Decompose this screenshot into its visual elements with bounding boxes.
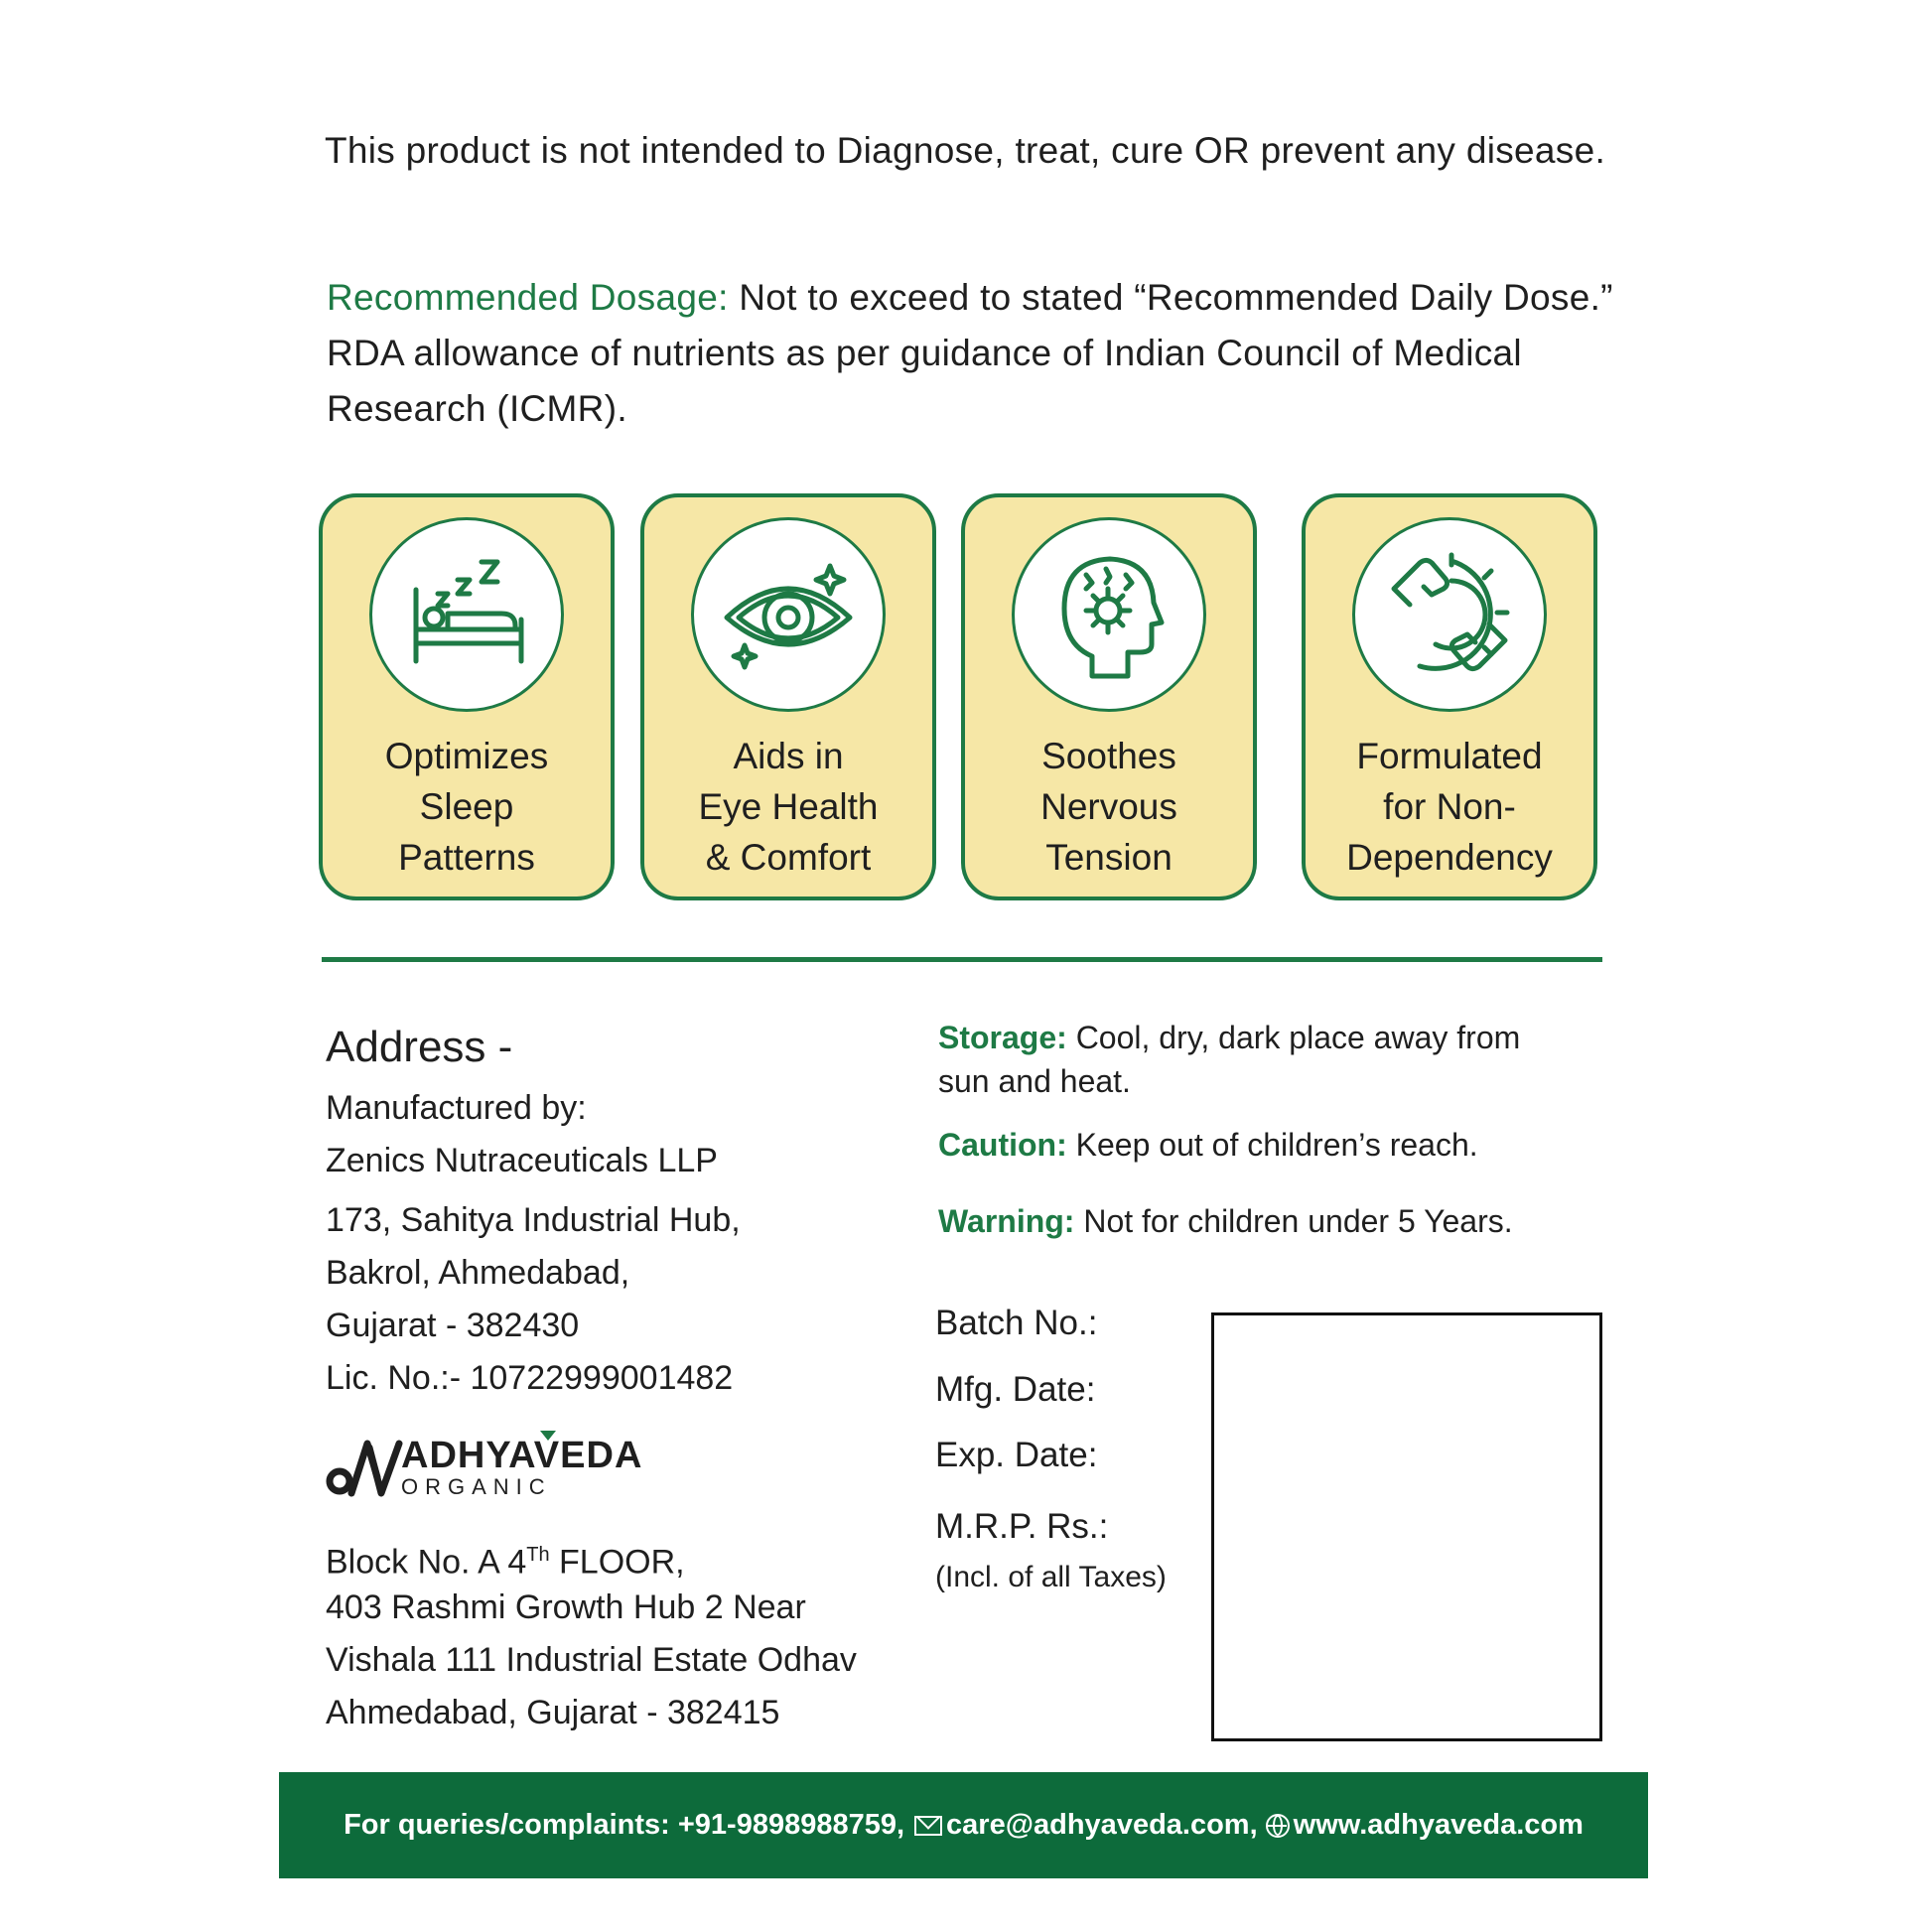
brand-address-line: Block No. A 4Th FLOOR, — [326, 1543, 685, 1582]
storage-text: Cool, dry, dark place away from sun and heat. — [938, 1020, 1521, 1099]
address-line: 173, Sahitya Industrial Hub, — [326, 1201, 741, 1239]
caution-info — [938, 1123, 1613, 1167]
benefit-label: Optimizes Sleep Patterns — [384, 736, 549, 878]
brand-name: ADHYAVEDA — [401, 1435, 643, 1476]
footer-bar — [279, 1772, 1648, 1878]
batch-stamp-box — [1211, 1312, 1602, 1741]
mfg-date-label: Mfg. Date: — [935, 1370, 1096, 1409]
license-number: Lic. No.:- 10722999001482 — [326, 1359, 734, 1397]
benefit-card-nervous — [961, 493, 1257, 900]
leaf-icon — [540, 1431, 556, 1441]
warning-info — [938, 1199, 1633, 1243]
adhyaveda-logo-icon — [324, 1438, 403, 1499]
warning-text: Not for children under 5 Years. — [1074, 1203, 1513, 1239]
benefit-card-sleep — [319, 493, 615, 900]
manufacturer-name: Zenics Nutraceuticals LLP — [326, 1142, 718, 1179]
benefit-card-eye — [640, 493, 936, 900]
footer-queries: For queries/complaints: +91-9898988759, — [344, 1809, 905, 1841]
dosage-label: Recommended Dosage: — [327, 277, 729, 318]
sleep-bed-icon — [369, 517, 564, 712]
exp-date-label: Exp. Date: — [935, 1436, 1098, 1474]
mrp-label: M.R.P. Rs.: — [935, 1507, 1109, 1546]
head-gear-icon — [1012, 517, 1206, 712]
email-icon — [914, 1816, 942, 1836]
brand-address-line: 403 Rashmi Growth Hub 2 Near — [326, 1588, 806, 1626]
dosage-text: Not to exceed to stated “Recommended Daily Dose.” RDA allowance of nutrients as per guidance of Indian Council of Medical Research (ICMR). — [327, 277, 1613, 429]
footer-website[interactable]: www.adhyaveda.com — [1293, 1809, 1584, 1841]
dosage-paragraph — [327, 270, 1617, 437]
benefit-label: Formulated for Non- Dependency — [1346, 736, 1553, 878]
caution-text: Keep out of children’s reach. — [1066, 1127, 1478, 1163]
brand-address-line: Vishala 111 Industrial Estate Odhav — [326, 1641, 857, 1679]
disclaimer-text: This product is not intended to Diagnose, treat, cure OR prevent any disease. — [325, 130, 1606, 171]
storage-info — [938, 1016, 1564, 1103]
warning-label: Warning: — [938, 1203, 1075, 1239]
hands-gear-icon — [1352, 517, 1547, 712]
footer-email[interactable]: care@adhyaveda.com, — [946, 1809, 1258, 1841]
taxes-note: (Incl. of all Taxes) — [935, 1561, 1167, 1593]
benefit-label: Aids in Eye Health & Comfort — [698, 736, 879, 878]
brand-address-line: Ahmedabad, Gujarat - 382415 — [326, 1694, 780, 1731]
caution-label: Caution: — [938, 1127, 1067, 1163]
section-divider — [322, 957, 1602, 962]
eye-icon — [691, 517, 886, 712]
batch-no-label: Batch No.: — [935, 1304, 1098, 1342]
storage-label: Storage: — [938, 1020, 1067, 1055]
address-heading: Address - — [326, 1023, 513, 1071]
manufactured-by-label: Manufactured by: — [326, 1089, 587, 1127]
address-line: Gujarat - 382430 — [326, 1307, 580, 1344]
globe-icon — [1266, 1814, 1290, 1838]
benefit-card-dependency — [1302, 493, 1597, 900]
address-line: Bakrol, Ahmedabad, — [326, 1254, 630, 1292]
benefit-label: Soothes Nervous Tension — [1040, 736, 1177, 878]
brand-subtitle: ORGANIC — [401, 1474, 552, 1499]
